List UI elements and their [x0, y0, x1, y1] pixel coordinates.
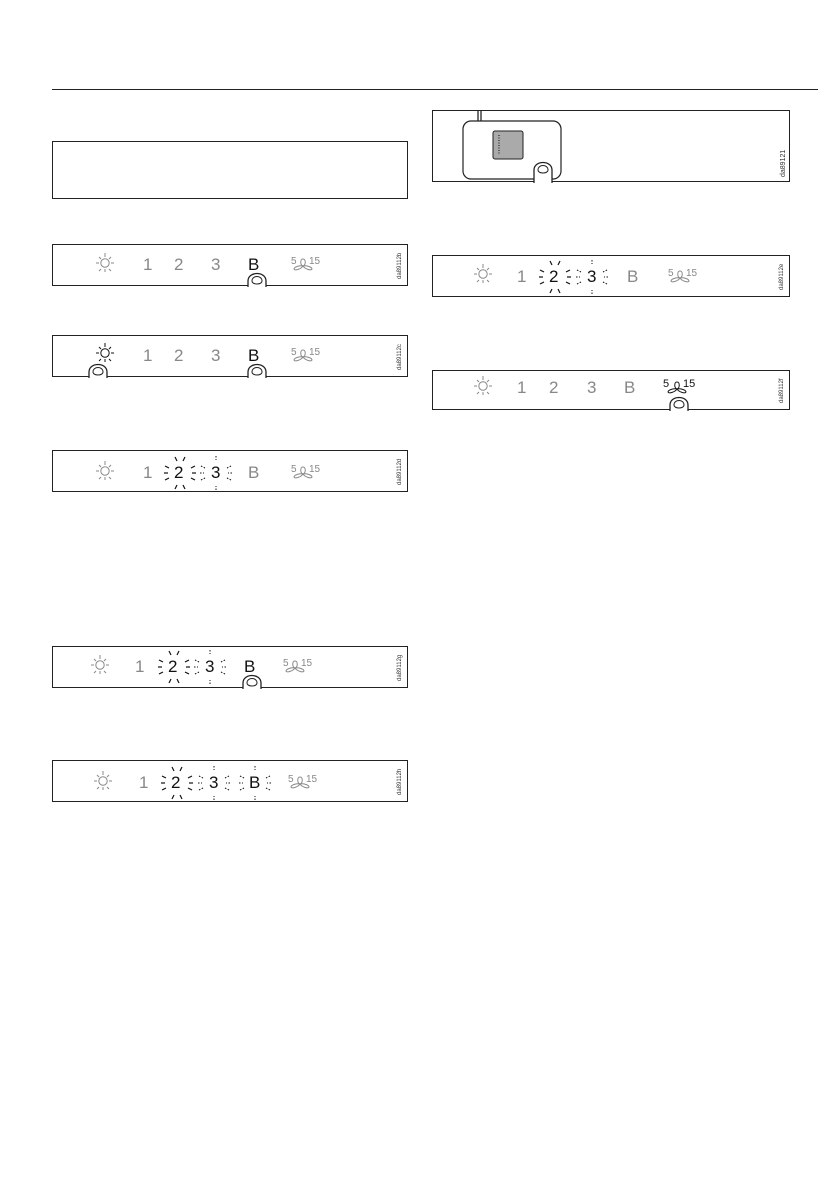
- figure-code: da89112e: [779, 263, 785, 290]
- boost-label: B: [624, 378, 636, 397]
- level-2-label: 2: [171, 773, 181, 792]
- finger-press-icon: [248, 274, 266, 288]
- level-1-label: 1: [143, 463, 153, 482]
- note-box: [52, 141, 408, 199]
- finger-press-icon: [534, 163, 552, 184]
- figure-code: da89121: [780, 149, 787, 177]
- remote-figure: [432, 110, 790, 182]
- figure-code: da89112f: [779, 378, 785, 403]
- level-3-label: 3: [209, 773, 219, 792]
- figure-code: da89112d: [397, 458, 403, 485]
- light-icon: [96, 253, 114, 272]
- timer-5-label: 5: [283, 658, 289, 669]
- level-2-label: 2: [174, 255, 184, 274]
- finger-press-icon: [670, 398, 688, 412]
- panel-f: [432, 370, 790, 410]
- boost-label: B: [627, 267, 639, 286]
- boost-label: B: [244, 657, 256, 676]
- timer-5-label: 5: [291, 464, 297, 475]
- panel-h: [52, 760, 408, 802]
- timer-15-label: 15: [686, 268, 698, 279]
- level-2-label: 2: [549, 378, 559, 397]
- level-1-label: 1: [135, 657, 145, 676]
- panel-c: [52, 335, 408, 377]
- level-1-label: 1: [139, 773, 149, 792]
- timer-15-label: 15: [309, 347, 321, 358]
- level-3-label: 3: [587, 378, 597, 397]
- level-3-label: 3: [211, 346, 221, 365]
- level-3-label: 3: [211, 463, 221, 482]
- light-icon: [474, 376, 492, 395]
- timer-5-label: 5: [288, 774, 294, 785]
- light-icon: [91, 655, 109, 674]
- level-1-label: 1: [517, 267, 527, 286]
- panel-d: [52, 450, 408, 492]
- timer-15-label: 15: [309, 256, 321, 267]
- timer-5-label: 5: [291, 256, 297, 267]
- timer-5-label: 5: [291, 347, 297, 358]
- panel-b: [52, 244, 408, 286]
- level-2-label: 2: [549, 267, 559, 286]
- light-icon: [474, 264, 492, 283]
- light-icon: [96, 343, 114, 362]
- light-icon: [94, 771, 112, 790]
- level-3-label: 3: [211, 255, 221, 274]
- timer-5-label: 5: [668, 268, 674, 279]
- level-3-label: 3: [205, 657, 215, 676]
- level-1-label: 1: [143, 255, 153, 274]
- figure-code: da89112c: [397, 344, 403, 370]
- timer-15-label: 15: [301, 658, 313, 669]
- level-2-label: 2: [168, 657, 178, 676]
- panel-g: [52, 646, 408, 688]
- figure-code: da89112b: [397, 252, 403, 279]
- finger-press-icon: [89, 365, 107, 379]
- header-rule: [52, 89, 818, 90]
- level-2-label: 2: [174, 346, 184, 365]
- timer-5-label: 5: [663, 378, 670, 390]
- boost-label: B: [248, 255, 260, 274]
- level-1-label: 1: [143, 346, 153, 365]
- boost-label: B: [248, 463, 260, 482]
- timer-15-label: 15: [683, 378, 696, 390]
- figure-code: da89112g: [397, 654, 403, 681]
- boost-label: B: [249, 773, 261, 792]
- finger-press-icon: [243, 676, 261, 690]
- level-1-label: 1: [517, 378, 527, 397]
- level-2-label: 2: [174, 463, 184, 482]
- light-icon: [96, 461, 114, 480]
- boost-label: B: [248, 346, 260, 365]
- timer-15-label: 15: [306, 774, 318, 785]
- panel-e: [432, 255, 790, 297]
- level-3-label: 3: [587, 267, 597, 286]
- finger-press-icon: [248, 365, 266, 379]
- figure-code: da89112h: [397, 768, 403, 795]
- timer-15-label: 15: [309, 464, 321, 475]
